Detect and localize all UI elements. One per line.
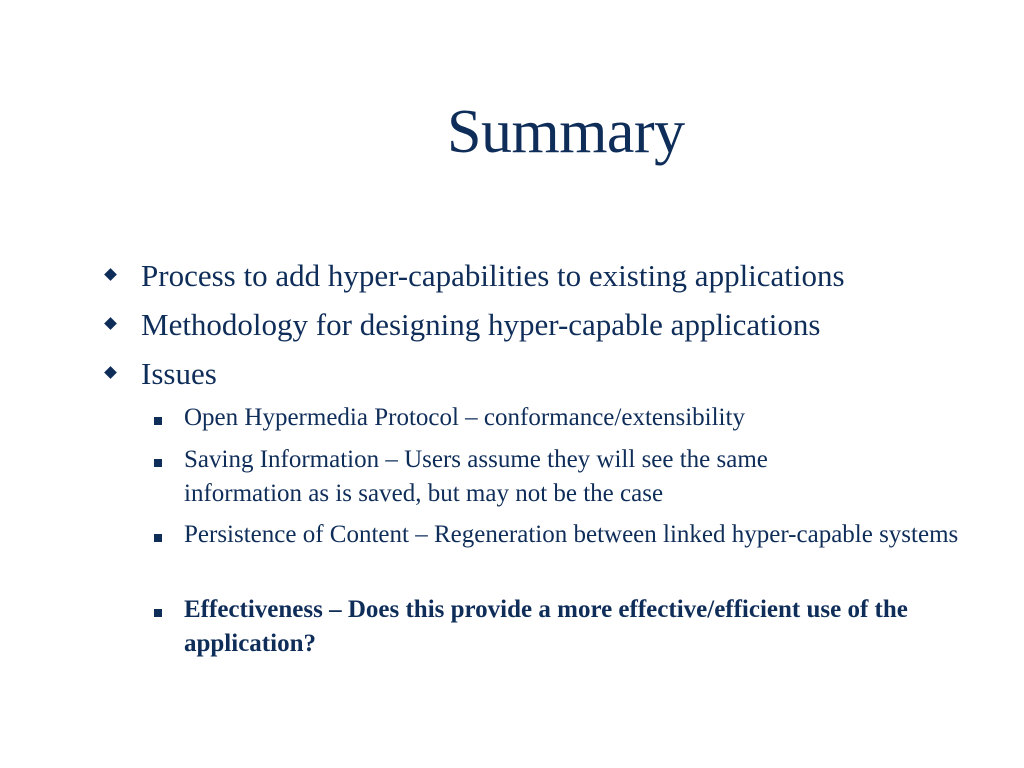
sub-bullet-item	[184, 518, 984, 552]
square-bullet-icon	[154, 459, 162, 467]
bullet-item	[141, 258, 845, 294]
sub-bullet-item	[184, 593, 974, 661]
bullet-text: Issues	[141, 356, 217, 391]
bullet-text: Methodology for designing hyper-capable applications	[141, 307, 821, 342]
diamond-bullet-icon	[104, 366, 117, 379]
diamond-bullet-icon	[104, 317, 117, 330]
diamond-bullet-icon	[104, 268, 117, 281]
sub-bullet-text: Open Hypermedia Protocol – conformance/extensibility	[184, 404, 745, 431]
square-bullet-icon	[154, 534, 162, 542]
square-bullet-icon	[154, 417, 162, 425]
bullet-item	[141, 307, 820, 343]
square-bullet-icon	[154, 609, 162, 617]
bullet-text: Process to add hyper-capabilities to existing applications	[141, 258, 845, 293]
sub-bullet-text: Persistence of Content – Regeneration between linked hyper-capable systems	[184, 521, 959, 548]
slide-title: Summary	[447, 98, 685, 166]
sub-bullet-item	[184, 401, 984, 435]
sub-bullet-item	[184, 443, 864, 511]
sub-bullet-text: Saving Information – Users assume they will see the same information as is saved, but may not be the case	[184, 446, 768, 507]
bullet-item	[141, 356, 217, 392]
sub-bullet-text: Effectiveness – Does this provide a more effective/efficient use of the application?	[184, 596, 908, 657]
